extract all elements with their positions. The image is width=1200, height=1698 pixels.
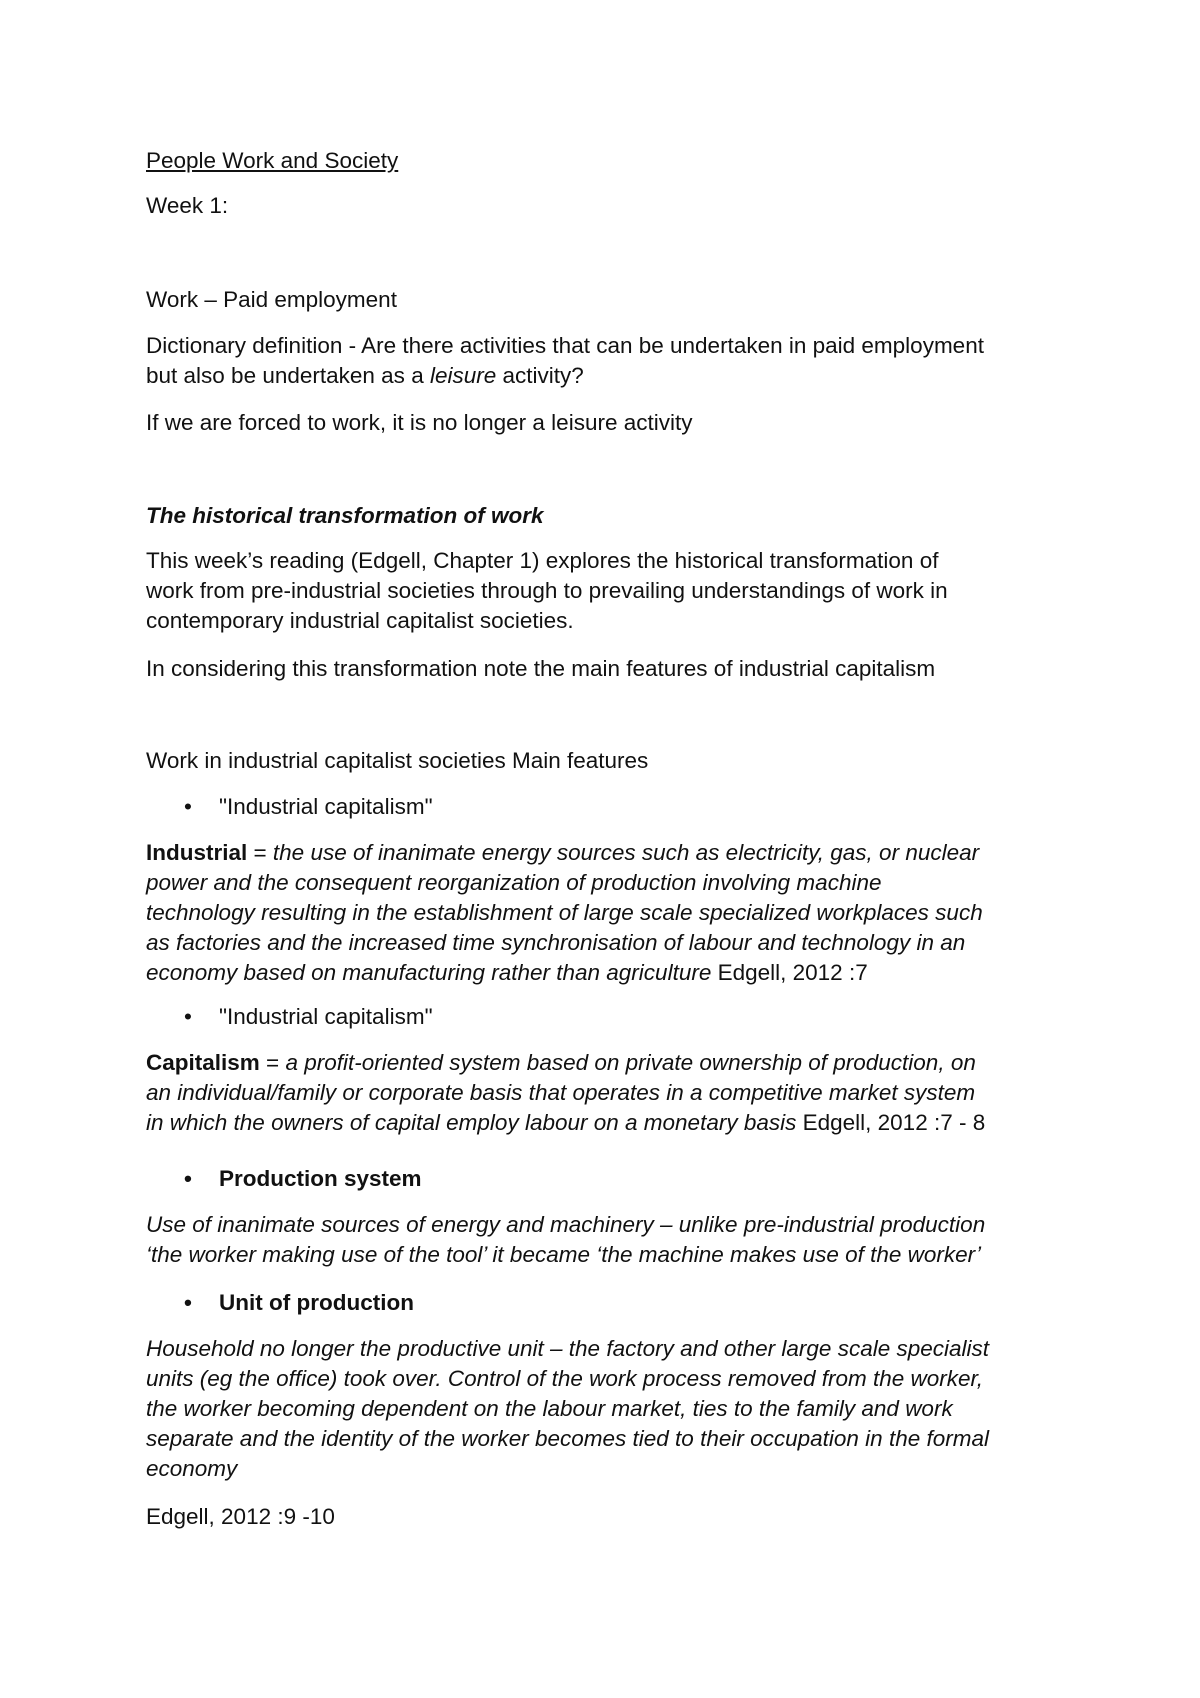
industrial-definition-line-5 <box>146 958 1076 988</box>
bullet-marker: • <box>184 1290 192 1315</box>
dictionary-definition-text-end: activity? <box>496 363 584 388</box>
reading-paragraph <box>146 546 1076 636</box>
bullet-marker: • <box>184 1166 192 1191</box>
industrial-definition-line-1 <box>146 838 1076 868</box>
industrial-definition-line-4: as factories and the increased time synchronisation of labour and technology in an <box>146 930 966 955</box>
production-system-paragraph <box>146 1210 1076 1270</box>
unit-line-1: Household no longer the productive unit – the factory and other large scale specialist <box>146 1336 990 1361</box>
bullet-marker: • <box>184 794 192 819</box>
capitalism-text: a profit-oriented system based on private ownership of production, on <box>285 1050 976 1075</box>
equals-sign: = <box>247 840 273 865</box>
considering-note: In considering this transformation note the main features of industrial capitalism <box>146 656 936 681</box>
section-heading: The historical transformation of work <box>146 503 544 528</box>
production-line-1: Use of inanimate sources of energy and machinery – unlike pre-industrial production <box>146 1212 986 1237</box>
capitalism-citation: Edgell, 2012 :7 - 8 <box>796 1110 986 1135</box>
unit-line-5: economy <box>146 1456 238 1481</box>
industrial-text-end: economy based on manufacturing rather than agriculture <box>146 960 712 985</box>
capitalism-definition-line-3 <box>146 1108 1076 1138</box>
dictionary-definition-line-1: Dictionary definition - Are there activities that can be undertaken in paid employment <box>146 333 984 358</box>
final-citation: Edgell, 2012 :9 -10 <box>146 1504 335 1529</box>
capitalism-definition <box>146 1048 1076 1138</box>
industrial-definition <box>146 838 1076 988</box>
industrial-definition-line-2: power and the consequent reorganization of production involving machine <box>146 870 882 895</box>
bullet-unit-of-production: Unit of production <box>219 1290 414 1315</box>
reading-line-3: contemporary industrial capitalist societies. <box>146 608 574 633</box>
production-line-2: ‘the worker making use of the tool’ it became ‘the machine makes use of the worker’ <box>146 1242 981 1267</box>
industrial-definition-line-3: technology resulting in the establishment of large scale specialized workplaces such <box>146 900 983 925</box>
reading-line-1: This week’s reading (Edgell, Chapter 1) explores the historical transformation of <box>146 548 939 573</box>
bullet-marker: • <box>184 1004 192 1029</box>
unit-of-production-paragraph <box>146 1334 1076 1484</box>
unit-line-4: separate and the identity of the worker becomes tied to their occupation in the formal <box>146 1426 989 1451</box>
capitalism-term: Capitalism <box>146 1050 260 1075</box>
reading-line-2: work from pre-industrial societies through to prevailing understandings of work in <box>146 578 948 603</box>
work-definition: Work – Paid employment <box>146 287 397 312</box>
capitalism-definition-line-1 <box>146 1048 1076 1078</box>
dictionary-definition-line-2 <box>146 361 1076 391</box>
industrial-term: Industrial <box>146 840 248 865</box>
week-label: Week 1: <box>146 193 229 218</box>
bullet-industrial-capitalism-2: "Industrial capitalism" <box>219 1004 433 1029</box>
unit-line-3: the worker becoming dependent on the labour market, ties to the family and work <box>146 1396 953 1421</box>
equals-sign: = <box>259 1050 286 1075</box>
bullet-production-system: Production system <box>219 1166 422 1191</box>
document-title: People Work and Society <box>146 148 399 173</box>
capitalism-text-end: in which the owners of capital employ labour on a monetary basis <box>146 1110 797 1135</box>
unit-line-2: units (eg the office) took over. Control of the work process removed from the worker, <box>146 1366 984 1391</box>
dictionary-definition-text: but also be undertaken as a <box>146 363 430 388</box>
leisure-italic: leisure <box>429 363 497 388</box>
capitalism-definition-line-2: an individual/family or corporate basis that operates in a competitive market system <box>146 1080 976 1105</box>
forced-work-note: If we are forced to work, it is no longer a leisure activity <box>146 410 693 435</box>
dictionary-definition <box>146 331 1076 391</box>
industrial-citation: Edgell, 2012 :7 <box>711 960 868 985</box>
bullet-industrial-capitalism-1: "Industrial capitalism" <box>219 794 433 819</box>
main-features-heading: Work in industrial capitalist societies Main features <box>146 748 649 773</box>
industrial-text: the use of inanimate energy sources such as electricity, gas, or nuclear <box>272 840 980 865</box>
